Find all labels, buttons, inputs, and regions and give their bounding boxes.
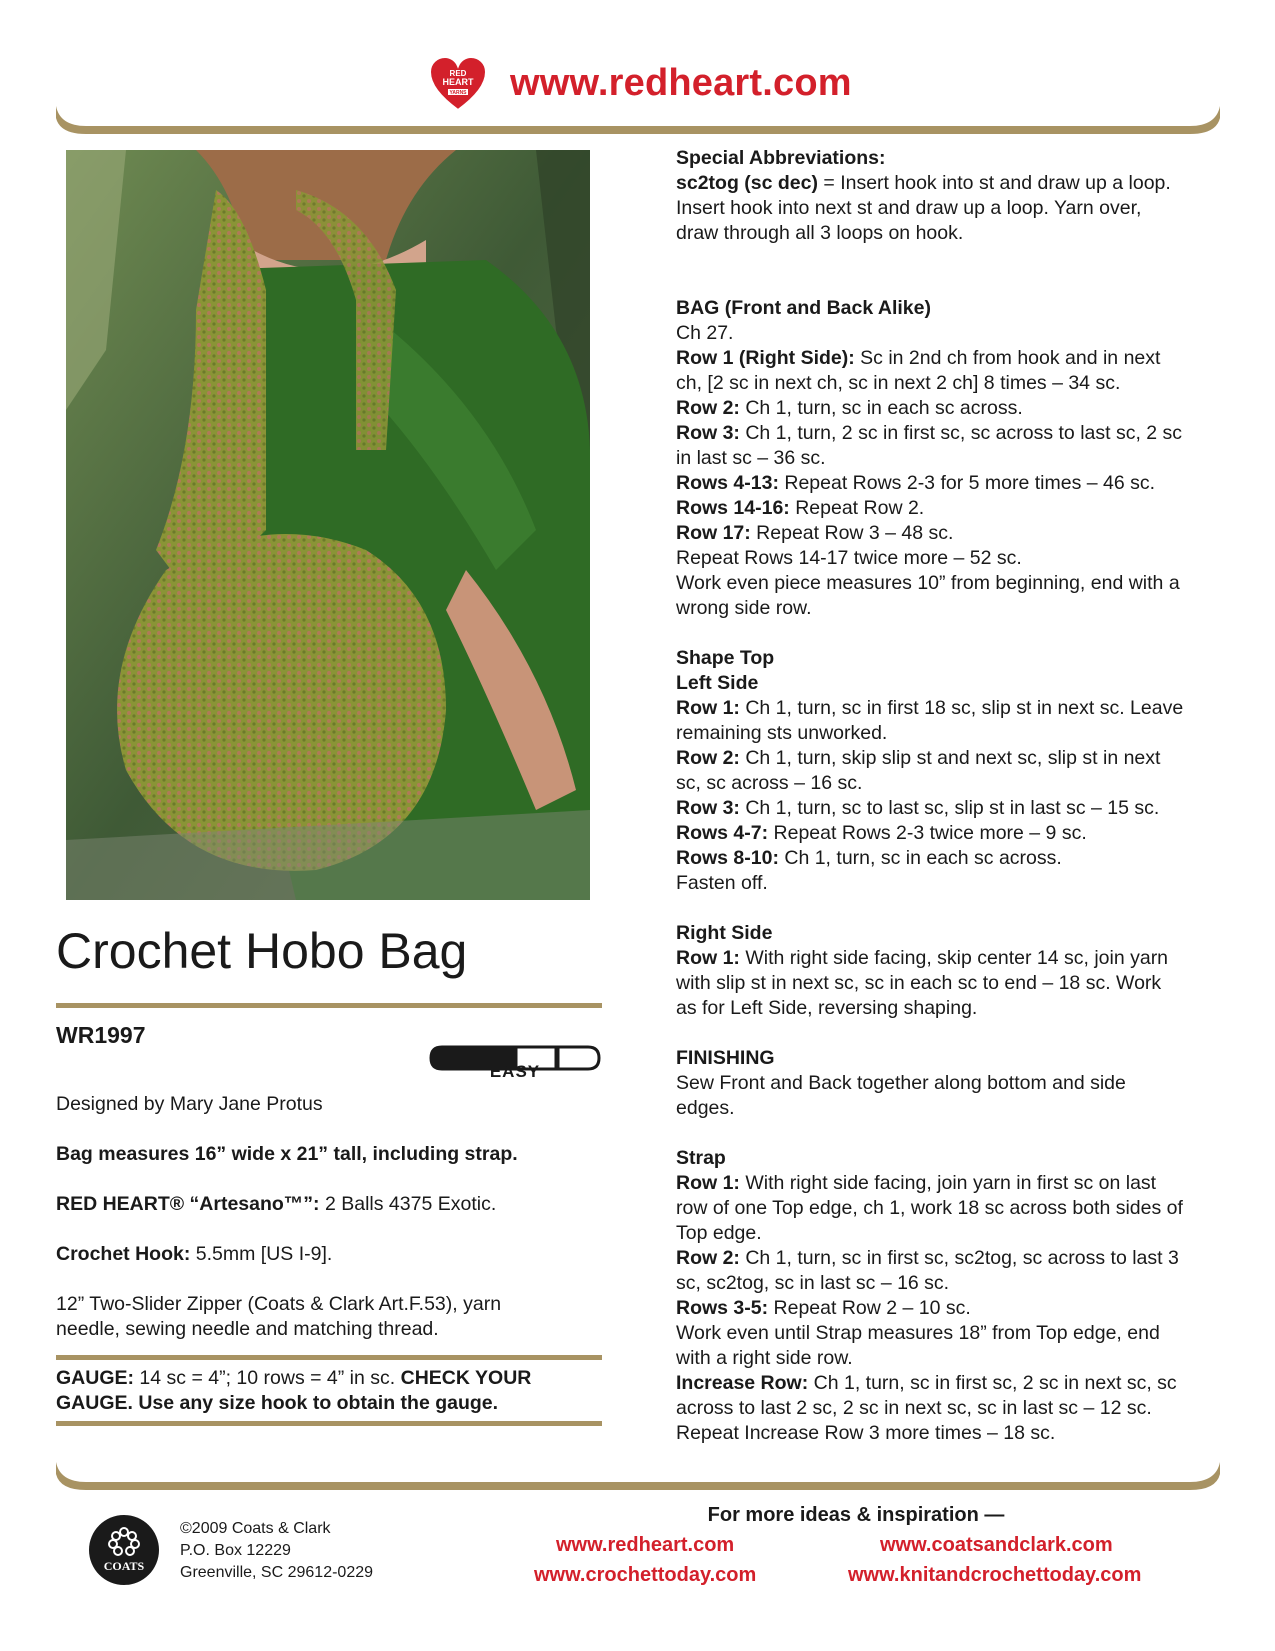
row-text: with a right side row. <box>676 1347 853 1369</box>
abbrev-label: sc2tog (sc dec) <box>676 172 818 194</box>
hook-label: Crochet Hook: <box>56 1243 191 1265</box>
row-text: sc, sc2tog, sc in last sc – 16 sc. <box>676 1272 950 1294</box>
row-line <box>676 521 1228 546</box>
row-text: as for Left Side, reversing shaping. <box>676 997 978 1019</box>
yarn-info <box>56 1192 602 1217</box>
row-text: Repeat Row 2. <box>789 497 925 519</box>
row-text: Repeat Rows 2-3 for 5 more times – 46 sc. <box>778 472 1156 494</box>
row-line <box>676 1296 1228 1321</box>
row-label: Row 1: <box>676 1172 740 1194</box>
skill-level-label: EASY <box>489 1062 541 1081</box>
row-text: Ch 1, turn, sc in each sc across. <box>778 847 1062 869</box>
row-line <box>676 846 1228 871</box>
header-swoosh <box>56 104 1220 134</box>
hobo-bag-photo <box>66 150 590 900</box>
abbrev-definition <box>676 171 1228 196</box>
yarn-value: 2 Balls 4375 Exotic. <box>319 1193 497 1215</box>
link-crochettoday[interactable]: www.crochettoday.com <box>534 1564 757 1586</box>
row-label: Row 1: <box>676 697 740 719</box>
title-rule <box>56 1003 602 1008</box>
row-text: Ch 1, turn, sc in first 18 sc, slip st in next sc. Leave <box>739 697 1184 719</box>
row-line <box>676 796 1228 821</box>
row-line <box>676 946 1228 971</box>
row-text: Ch 1, turn, skip slip st and next sc, slip st in next <box>739 747 1161 769</box>
row-text: with slip st in next sc, sc in each sc to end – 18 sc. Work <box>676 972 1162 994</box>
row-text: Ch 1, turn, sc in each sc across. <box>739 397 1023 419</box>
pattern-code: WR1997 <box>56 1022 146 1048</box>
shape-top-heading: Shape Top <box>676 647 775 669</box>
gauge-value: 14 sc = 4”; 10 rows = 4” in sc. <box>134 1367 401 1389</box>
row-text: Ch 1, turn, sc to last sc, slip st in last sc – 15 sc. <box>739 797 1160 819</box>
hook-value: 5.5mm [US I-9]. <box>190 1243 333 1265</box>
company-address <box>180 1518 373 1584</box>
coats-logo-text: COATS <box>103 1559 145 1573</box>
abbrev-heading: Special Abbreviations: <box>676 147 886 169</box>
row-label: Row 2: <box>676 1247 740 1269</box>
abbrev-text: Insert hook into next st and draw up a loop. Yarn over, <box>676 197 1142 219</box>
bag-heading: BAG (Front and Back Alike) <box>676 297 931 319</box>
notions <box>56 1292 602 1342</box>
bag-chain: Ch 27. <box>676 322 734 344</box>
finishing-text: edges. <box>676 1097 735 1119</box>
row-label: Row 1: <box>676 947 740 969</box>
po-box: P.O. Box 12229 <box>180 1542 291 1559</box>
row-text: Work even until Strap measures 18” from Top edge, end <box>676 1322 1160 1344</box>
row-text: across to last 2 sc, 2 sc in next sc, sc in last sc – 12 sc. <box>676 1397 1152 1419</box>
row-text: Top edge. <box>676 1222 762 1244</box>
row-text: Repeat Row 3 – 48 sc. <box>750 522 954 544</box>
logo-text-mid: HEART <box>442 77 474 87</box>
gauge-label: GAUGE: <box>56 1367 134 1389</box>
row-text: With right side facing, skip center 14 sc, join yarn <box>739 947 1169 969</box>
hook-info <box>56 1242 602 1267</box>
more-ideas-heading: For more ideas & inspiration — <box>707 1504 1005 1526</box>
site-url[interactable]: www.redheart.com <box>510 62 852 104</box>
finishing-heading: FINISHING <box>676 1047 775 1069</box>
finished-size: Bag measures 16” wide x 21” tall, including strap. <box>56 1143 518 1165</box>
link-knitandcrochettoday[interactable]: www.knitandcrochettoday.com <box>848 1564 1142 1586</box>
row-label: Rows 8-10: <box>676 847 779 869</box>
instructions <box>676 146 1228 1446</box>
row-text: ch, [2 sc in next ch, sc in next 2 ch] 8 times – 34 sc. <box>676 372 1121 394</box>
row-label: Row 2: <box>676 397 740 419</box>
row-line <box>676 696 1228 721</box>
logo-text-bottom: YARNS <box>449 90 467 96</box>
row-label: Increase Row: <box>676 1372 809 1394</box>
row-label: Row 3: <box>676 797 740 819</box>
designer: Designed by Mary Jane Protus <box>56 1093 323 1115</box>
row-label: Rows 4-13: <box>676 472 779 494</box>
row-label: Rows 3-5: <box>676 1297 769 1319</box>
left-side-heading: Left Side <box>676 672 759 694</box>
row-label: Row 3: <box>676 422 740 444</box>
row-label: Rows 14-16: <box>676 497 790 519</box>
row-text: Sc in 2nd ch from hook and in next <box>854 347 1161 369</box>
row-text: Work even piece measures 10” from beginning, end with a <box>676 572 1180 594</box>
row-line <box>676 421 1228 446</box>
copyright: ©2009 Coats & Clark <box>180 1520 331 1537</box>
yarn-label: RED HEART® “Artesano™”: <box>56 1193 320 1215</box>
gauge <box>56 1366 602 1416</box>
notions-line: needle, sewing needle and matching thread. <box>56 1318 439 1340</box>
row-text: sc, sc across – 16 sc. <box>676 772 863 794</box>
row-line <box>676 746 1228 771</box>
row-label: Row 17: <box>676 522 751 544</box>
row-line <box>676 471 1228 496</box>
row-line <box>676 1171 1228 1196</box>
coats-logo <box>88 1514 160 1586</box>
finishing-text: Sew Front and Back together along bottom and side <box>676 1072 1126 1094</box>
row-line <box>676 1246 1228 1271</box>
right-side-heading: Right Side <box>676 922 773 944</box>
row-label: Row 2: <box>676 747 740 769</box>
footer-swoosh <box>56 1460 1220 1490</box>
abbrev-text: = Insert hook into st and draw up a loop. <box>817 172 1171 194</box>
row-text: Ch 1, turn, sc in first sc, 2 sc in next sc, sc <box>808 1372 1177 1394</box>
gauge-rule-top <box>56 1355 602 1360</box>
gauge-rule-bottom <box>56 1421 602 1426</box>
row-text: remaining sts unworked. <box>676 722 888 744</box>
row-label: Row 1 (Right Side): <box>676 347 855 369</box>
row-line <box>676 1371 1228 1396</box>
row-line <box>676 346 1228 371</box>
strap-heading: Strap <box>676 1147 726 1169</box>
row-text: With right side facing, join yarn in first sc on last <box>739 1172 1157 1194</box>
row-label: Rows 4-7: <box>676 822 769 844</box>
row-text: Ch 1, turn, 2 sc in first sc, sc across to last sc, 2 sc <box>739 422 1183 444</box>
row-text: in last sc – 36 sc. <box>676 447 826 469</box>
row-text: Repeat Rows 14-17 twice more – 52 sc. <box>676 547 1022 569</box>
city: Greenville, SC 29612-0229 <box>180 1564 374 1581</box>
gauge-check: CHECK YOUR <box>400 1367 532 1389</box>
row-text: Repeat Increase Row 3 more times – 18 sc. <box>676 1422 1056 1444</box>
row-line <box>676 821 1228 846</box>
row-text: Ch 1, turn, sc in first sc, sc2tog, sc across to last 3 <box>739 1247 1179 1269</box>
link-redheart[interactable]: www.redheart.com <box>556 1534 735 1556</box>
abbrev-text: draw through all 3 loops on hook. <box>676 222 964 244</box>
row-text: Repeat Row 2 – 10 sc. <box>768 1297 971 1319</box>
row-line <box>676 496 1228 521</box>
fasten-off: Fasten off. <box>676 872 768 894</box>
link-coatsandclark[interactable]: www.coatsandclark.com <box>880 1534 1113 1556</box>
logo-text-top: RED <box>449 69 467 78</box>
row-text: row of one Top edge, ch 1, work 18 sc across both sides of <box>676 1197 1183 1219</box>
pattern-title: Crochet Hobo Bag <box>56 923 468 979</box>
notions-line: 12” Two-Slider Zipper (Coats & Clark Art.F.53), yarn <box>56 1293 502 1315</box>
row-text: Repeat Rows 2-3 twice more – 9 sc. <box>768 822 1087 844</box>
gauge-line2: GAUGE. Use any size hook to obtain the gauge. <box>56 1392 499 1414</box>
row-line <box>676 396 1228 421</box>
row-text: wrong side row. <box>676 597 812 619</box>
